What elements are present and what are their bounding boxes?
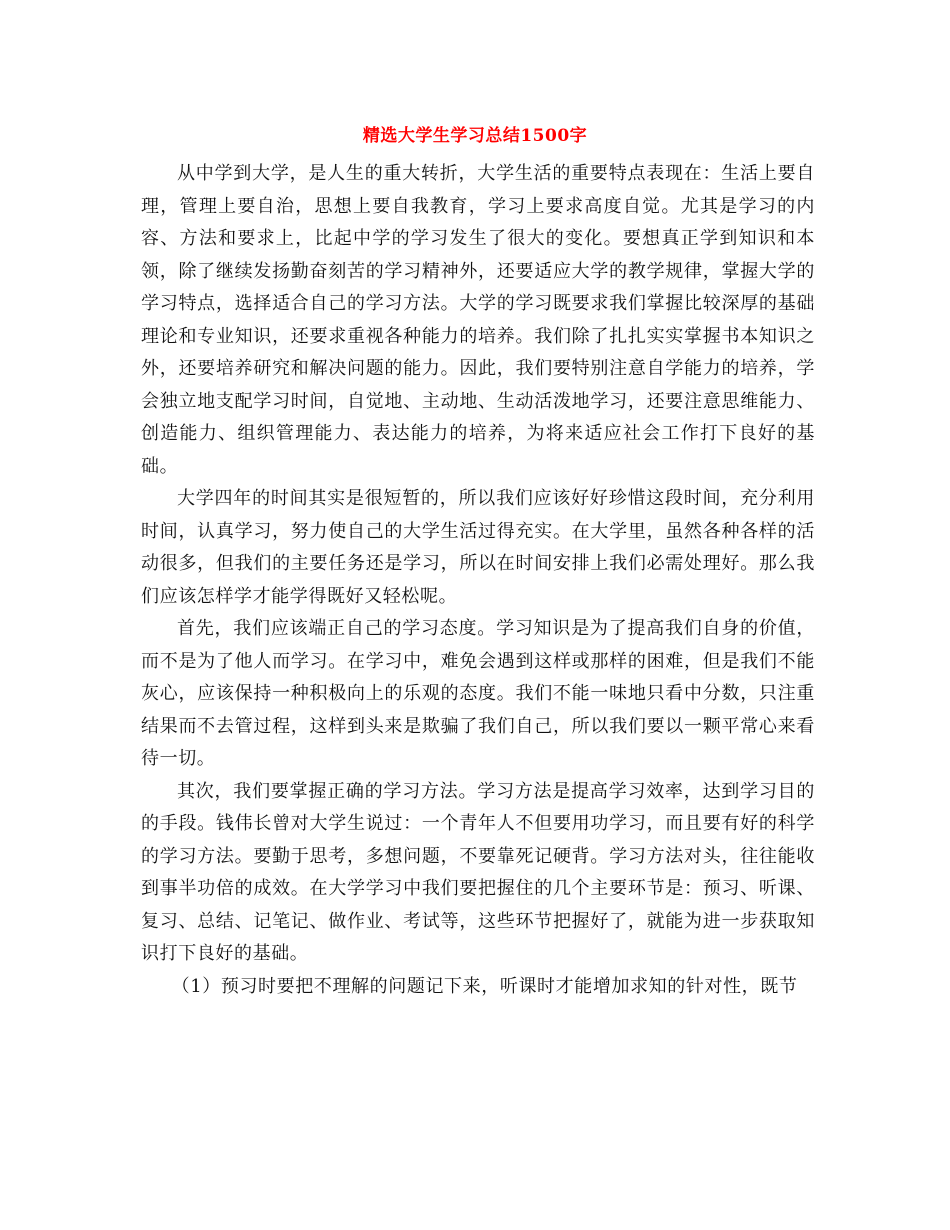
- paragraph-attitude: 首先，我们应该端正自己的学习态度。学习知识是为了提高我们自身的价值，而不是为了他人而学习。在学习中，难免会遇到这样或那样的困难，但是我们不能灰心，应该保持一种积极向上的乐观的态度。我们不能一味地只看中分数，只注重结果而不去管过程，这样到头来是欺骗了我们自己，所以我们要以一颗平常心来看待一切。: [141, 618, 815, 769]
- paragraph-time: 大学四年的时间其实是很短暂的，所以我们应该好好珍惜这段时间，充分利用时间，认真学习，努力使自己的大学生活过得充实。在大学里，虽然各种各样的活动很多，但我们的主要任务还是学习，所以在时间安排上我们必需处理好。那么我们应该怎样学才能学得既好又轻松呢。: [141, 488, 815, 607]
- paragraph-method: 其次，我们要掌握正确的学习方法。学习方法是提高学习效率，达到学习目的的手段。钱伟长曾对大学生说过：一个青年人不但要用功学习，而且要有好的科学的学习方法。要勤于思考，多想问题，不要靠死记硬背。学习方法对头，往往能收到事半功倍的成效。在大学学习中我们要把握住的几个主要环节是：预习、听课、复习、总结、记笔记、做作业、考试等，这些环节把握好了，就能为进一步获取知识打下良好的基础。: [141, 780, 815, 964]
- document-title: 精选大学生学习总结1500字: [362, 126, 588, 146]
- paragraph-item-1: （1）预习时要把不理解的问题记下来，听课时才能增加求知的针对性，既节: [171, 975, 798, 997]
- paragraph-intro: 从中学到大学，是人生的重大转折，大学生活的重要特点表现在：生活上要自理，管理上要自治，思想上要自我教育，学习上要求高度自觉。尤其是学习的内容、方法和要求上，比起中学的学习发生了很大的变化。要想真正学到知识和本领，除了继续发扬勤奋刻苦的学习精神外，还要适应大学的教学规律，掌握大学的学习特点，选择适合自己的学习方法。大学的学习既要求我们掌握比较深厚的基础理论和专业知识，还要求重视各种能力的培养。我们除了扎扎实实掌握书本知识之外，还要培养研究和解决问题的能力。因此，我们要特别注意自学能力的培养，学会独立地支配学习时间，自觉地、主动地、生动活泼地学习，还要注意思维能力、创造能力、组织管理能力、表达能力的培养，为将来适应社会工作打下良好的基础。: [141, 163, 815, 477]
- document-body: [141, 158, 815, 1003]
